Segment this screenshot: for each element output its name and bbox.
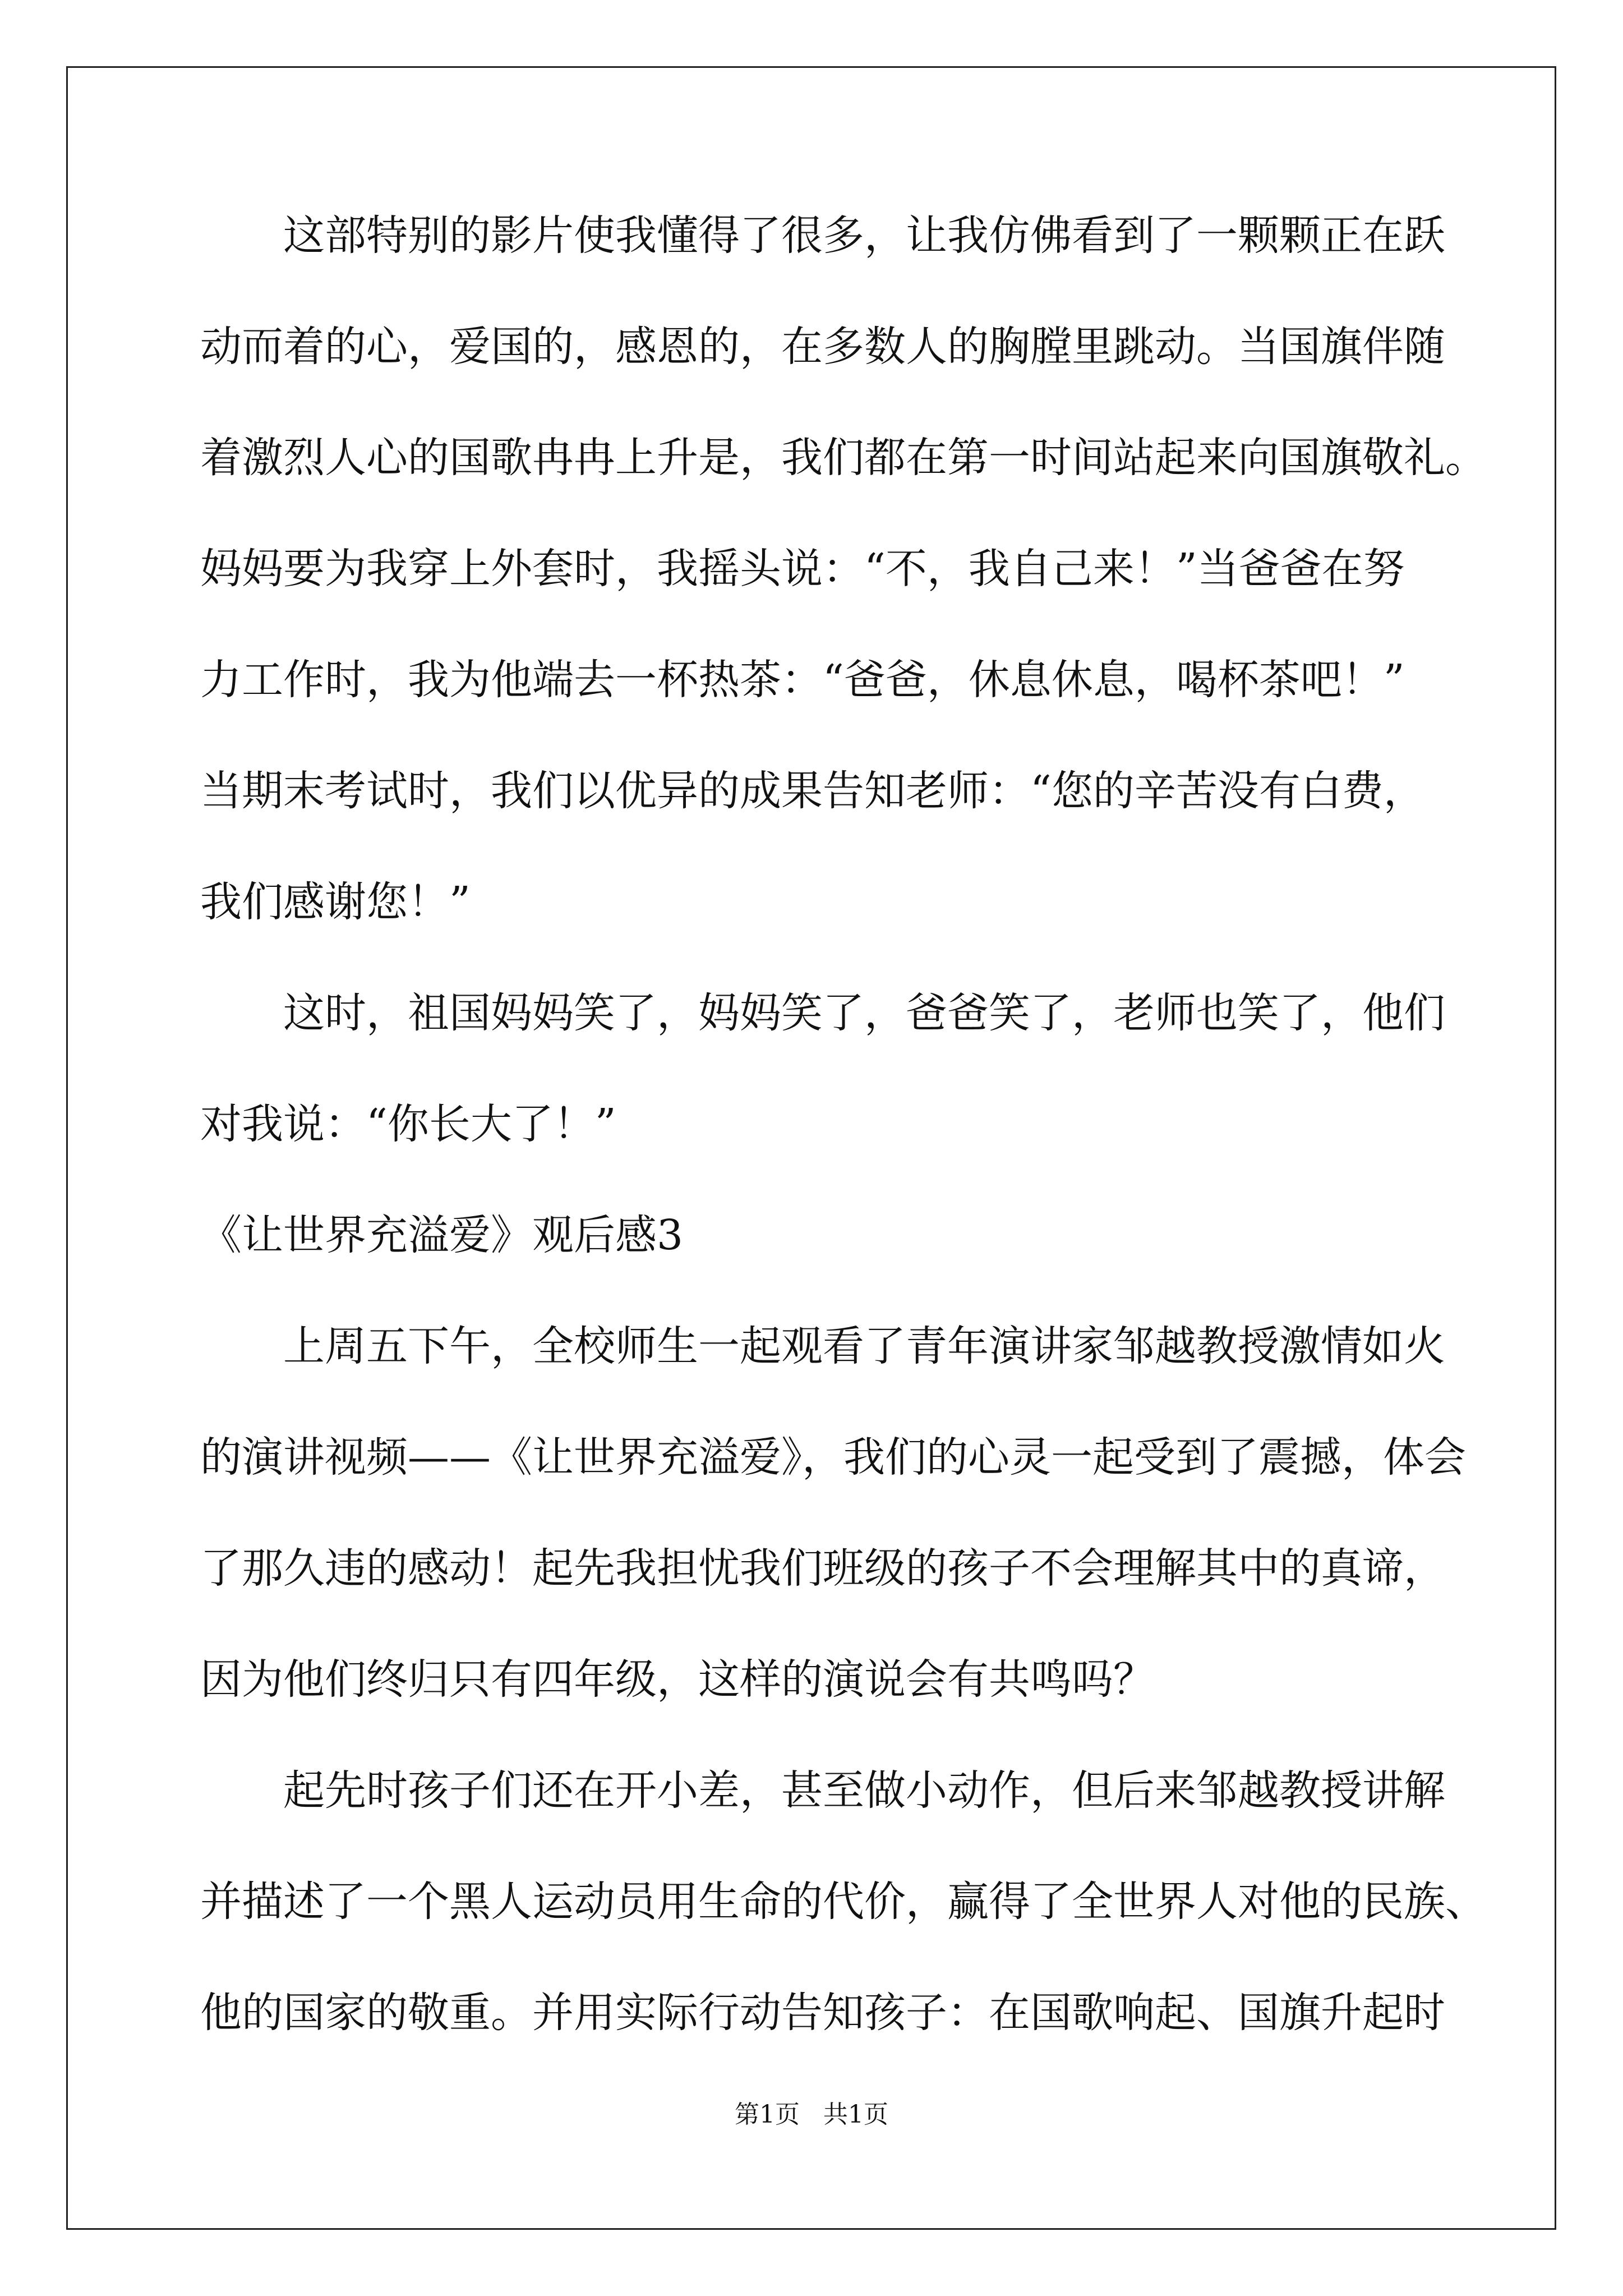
- paragraph-4-line-3: 他的国家的敬重。并用实际行动告知孩子：在国歌响起、国旗升起时: [200, 1989, 1445, 2037]
- paragraph-1-line-2: 动而着的心，爱国的，感恩的，在多数人的胸膛里跳动。当国旗伴随: [200, 323, 1445, 371]
- paragraph-1-line-5: 力工作时，我为他端去一杯热茶：“爸爸，休息休息，喝杯茶吧！”: [200, 656, 1405, 704]
- paragraph-1-line-3: 着激烈人心的国歌冉冉上升是，我们都在第一时间站起来向国旗敬礼。: [200, 434, 1487, 482]
- paragraph-1-line-6: 当期末考试时，我们以优异的成果告知老师：“您的辛苦没有白费，: [200, 767, 1425, 815]
- paragraph-2-line-1: 这时，祖国妈妈笑了，妈妈笑了，爸爸笑了，老师也笑了，他们: [283, 989, 1445, 1037]
- paragraph-4-line-1: 起先时孩子们还在开小差，甚至做小动作，但后来邹越教授讲解: [283, 1766, 1445, 1815]
- paragraph-1-line-1: 这部特别的影片使我懂得了很多，让我仿佛看到了一颗颗正在跃: [283, 211, 1445, 260]
- paragraph-3-line-3: 了那久违的感动！起先我担忧我们班级的孩子不会理解其中的真谛，: [200, 1544, 1445, 1593]
- page-footer: 第1页 共1页: [735, 2100, 888, 2129]
- paragraph-2-line-2: 对我说：“你长大了！”: [200, 1100, 616, 1148]
- paragraph-3-line-4: 因为他们终归只有四年级，这样的演说会有共鸣吗？: [200, 1655, 1155, 1704]
- paragraph-1-line-7: 我们感谢您！”: [200, 878, 471, 926]
- paragraph-3-line-2: 的演讲视频——《让世界充溢爱》，我们的心灵一起受到了震撼，体会: [200, 1433, 1466, 1481]
- paragraph-1-line-4: 妈妈要为我穿上外套时，我摇头说：“不，我自己来！”当爸爸在努: [200, 545, 1405, 593]
- section-heading: 《让世界充溢爱》观后感3: [200, 1211, 684, 1259]
- paragraph-4-line-2: 并描述了一个黑人运动员用生命的代价，赢得了全世界人对他的民族、: [200, 1878, 1487, 1926]
- paragraph-3-line-1: 上周五下午，全校师生一起观看了青年演讲家邹越教授激情如火: [283, 1322, 1445, 1370]
